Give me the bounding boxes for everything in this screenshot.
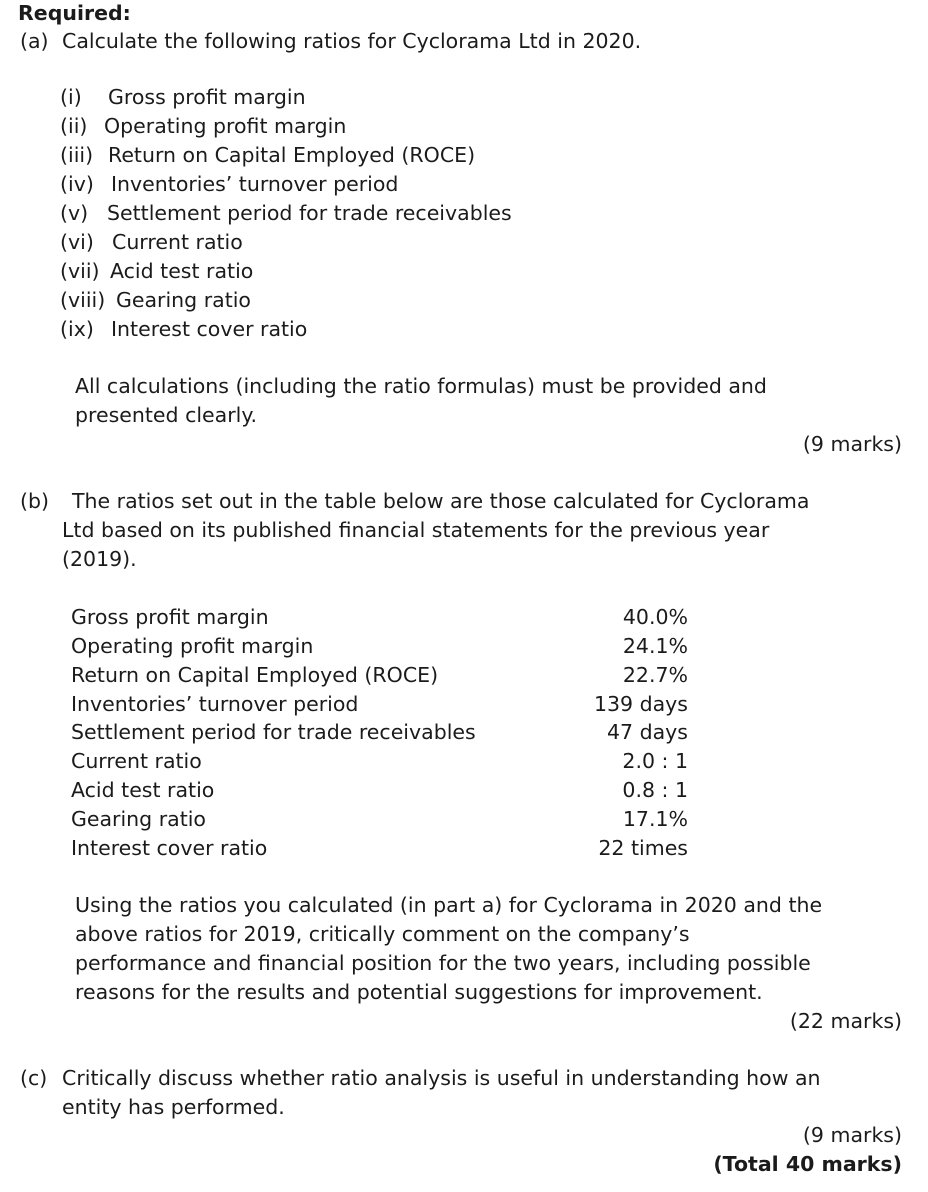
list-item <box>60 199 512 228</box>
table-row-value: 22.7% <box>622 663 688 687</box>
list-item-text: Return on Capital Employed (ROCE) <box>108 143 476 167</box>
table-row-value: 0.8 : 1 <box>622 778 688 802</box>
list-item-number: (vii) <box>60 259 100 283</box>
table-row-value: 22 times <box>598 836 688 860</box>
list-item-number: (ix) <box>60 317 94 341</box>
part-b-intro-line3: (2019). <box>62 547 137 571</box>
part-b-task-line1: Using the ratios you calculated (in part a) for Cyclorama in 2020 and the <box>75 893 823 917</box>
list-item-text: Interest cover ratio <box>111 317 308 341</box>
table-row-label: Interest cover ratio <box>71 836 268 860</box>
list-item-text: Gearing ratio <box>116 288 251 312</box>
list-item <box>60 170 398 199</box>
list-item <box>60 141 475 170</box>
part-a-note-line2: presented clearly. <box>75 403 258 427</box>
list-item-number: (iii) <box>60 143 94 167</box>
list-item-text: Settlement period for trade receivables <box>107 201 512 225</box>
part-a-note-line1: All calculations (including the ratio formulas) must be provided and <box>75 374 767 398</box>
table-row-value: 139 days <box>593 692 688 716</box>
total-marks: (Total 40 marks) <box>713 1152 902 1176</box>
list-item-text: Current ratio <box>112 230 243 254</box>
list-item-number: (iv) <box>60 172 94 196</box>
table-row-label: Gross profit margin <box>71 605 269 629</box>
table-row-label: Acid test ratio <box>71 778 215 802</box>
list-item-number: (v) <box>60 201 89 225</box>
table-row-label: Settlement period for trade receivables <box>71 720 476 744</box>
table-row-label: Inventories’ turnover period <box>71 692 359 716</box>
part-b-task-line3: performance and financial position for the two years, including possible <box>75 951 811 975</box>
part-b-task-line4: reasons for the results and potential suggestions for improvement. <box>75 980 763 1004</box>
table-row-value: 24.1% <box>622 634 688 658</box>
list-item-text: Operating profit margin <box>104 114 347 138</box>
list-item-number: (ii) <box>60 114 88 138</box>
table-row-label: Operating profit margin <box>71 634 314 658</box>
part-a-label: (a) <box>20 29 49 53</box>
required-heading: Required: <box>18 1 131 25</box>
list-item-number: (viii) <box>60 288 106 312</box>
part-c-line2: entity has performed. <box>62 1095 285 1119</box>
part-a-marks: (9 marks) <box>802 432 902 456</box>
list-item-text: Inventories’ turnover period <box>111 172 399 196</box>
list-item <box>60 112 346 141</box>
list-item <box>60 83 306 112</box>
part-b-intro-line2: Ltd based on its published financial statements for the previous year <box>62 518 770 542</box>
table-row-label: Return on Capital Employed (ROCE) <box>71 663 439 687</box>
list-item-text: Acid test ratio <box>110 259 254 283</box>
part-c-label: (c) <box>20 1066 48 1090</box>
table-row-value: 47 days <box>607 720 688 744</box>
table-row-label: Gearing ratio <box>71 807 206 831</box>
table-row-value: 17.1% <box>622 807 688 831</box>
part-b-intro-line1: The ratios set out in the table below are those calculated for Cyclorama <box>72 489 810 513</box>
table-row-value: 2.0 : 1 <box>622 749 688 773</box>
list-item <box>60 228 243 257</box>
list-item <box>60 257 253 286</box>
list-item-text: Gross profit margin <box>108 85 306 109</box>
list-item <box>60 286 251 315</box>
part-b-task-line2: above ratios for 2019, critically comment on the company’s <box>75 922 690 946</box>
part-c-marks: (9 marks) <box>802 1123 902 1147</box>
part-c-line1: Critically discuss whether ratio analysis is useful in understanding how an <box>62 1066 821 1090</box>
list-item-number: (i) <box>60 85 82 109</box>
table-row-value: 40.0% <box>622 605 688 629</box>
list-item-number: (vi) <box>60 230 94 254</box>
list-item <box>60 315 307 344</box>
part-a-intro: Calculate the following ratios for Cyclorama Ltd in 2020. <box>62 29 642 53</box>
part-b-marks: (22 marks) <box>789 1009 902 1033</box>
part-b-label: (b) <box>20 489 50 513</box>
table-row-label: Current ratio <box>71 749 202 773</box>
